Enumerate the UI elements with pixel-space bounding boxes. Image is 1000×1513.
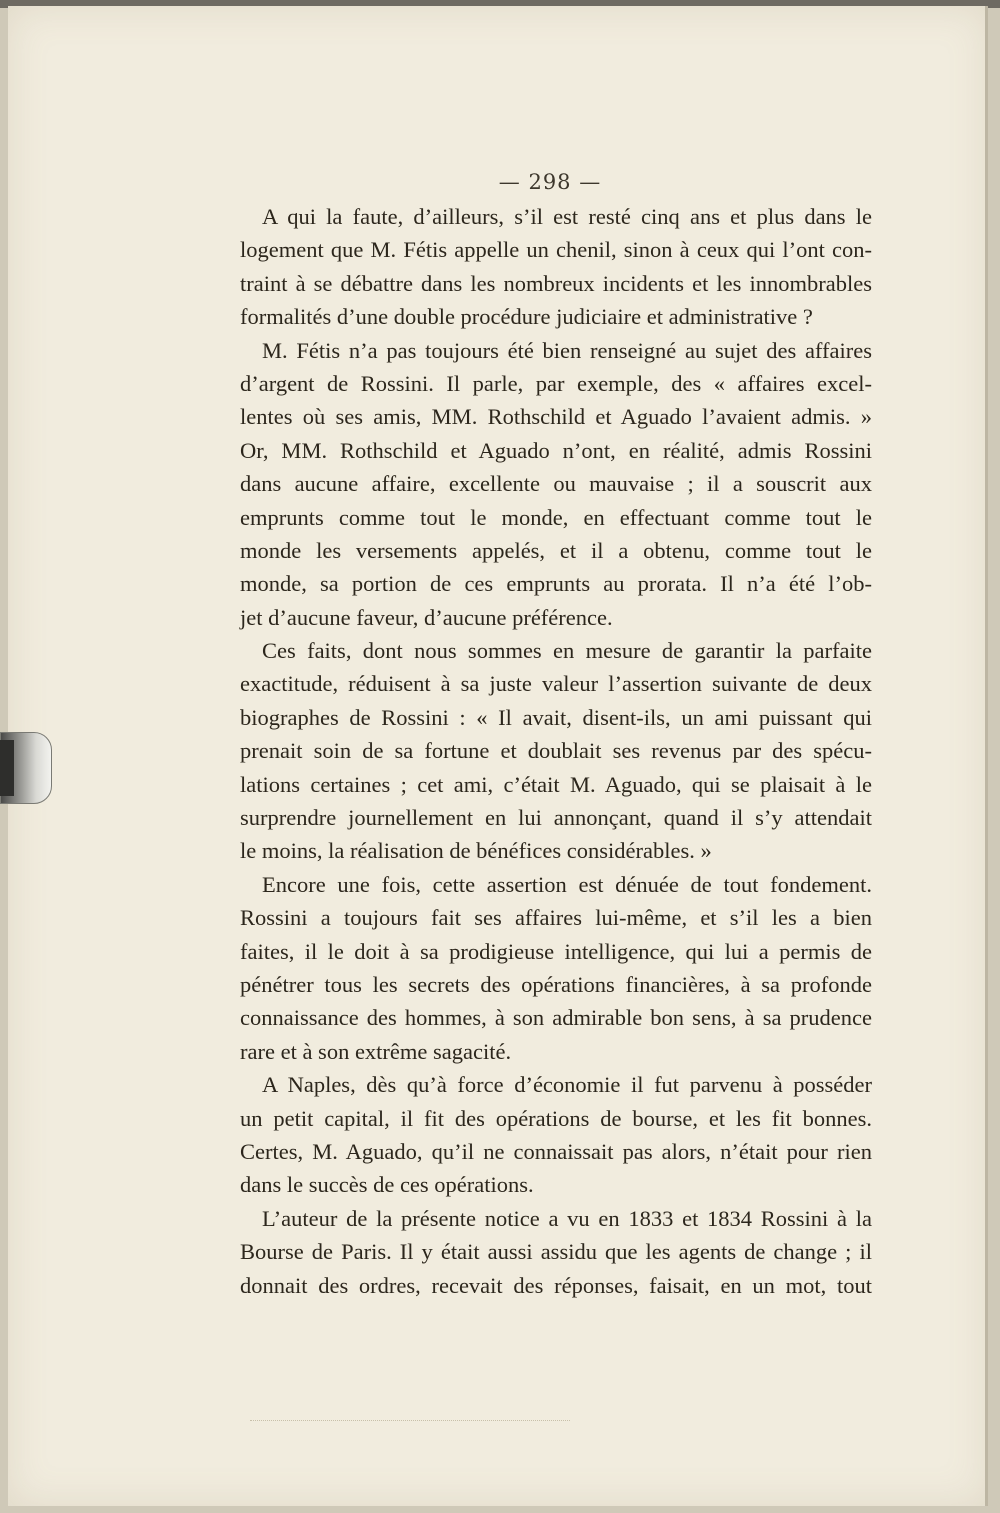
text-line: formalités d’une double procédure judiciaire et administrative ? bbox=[240, 304, 813, 330]
text-line: jet d’aucune faveur, d’aucune préférence. bbox=[240, 604, 613, 630]
text-line: donnait des ordres, recevait des réponses, faisait, en un mot, tout bbox=[240, 1272, 872, 1298]
text-line: Certes, M. Aguado, qu’il ne connaissait pas alors, n’était pour rien bbox=[240, 1138, 872, 1164]
text-line: Rossini a toujours fait ses affaires lui-même, et s’il les a bien bbox=[240, 905, 872, 931]
text-line: emprunts comme tout le monde, en effectuant comme tout le bbox=[240, 504, 872, 530]
page-edge bbox=[985, 6, 988, 1506]
text-line: M. Fétis n’a pas toujours été bien renseigné au sujet des affaires bbox=[262, 337, 872, 363]
text-line: surprendre journellement en lui annonçant, quand il s’y attendait bbox=[240, 805, 872, 831]
text-line: Bourse de Paris. Il y était aussi assidu que les agents de change ; il bbox=[240, 1239, 872, 1265]
body-text bbox=[240, 200, 872, 1302]
text-line: dans aucune affaire, excellente ou mauvaise ; il a souscrit aux bbox=[240, 471, 872, 497]
text-line: traint à se débattre dans les nombreux incidents et les innombrables bbox=[240, 270, 872, 296]
text-line: A Naples, dès qu’à force d’économie il fut parvenu à posséder bbox=[262, 1072, 872, 1098]
text-line: lentes où ses amis, MM. Rothschild et Aguado l’avaient admis. » bbox=[240, 404, 872, 430]
text-line: d’argent de Rossini. Il parle, par exemple, des « affaires excel- bbox=[240, 370, 872, 396]
text-line: A qui la faute, d’ailleurs, s’il est resté cinq ans et plus dans le bbox=[262, 204, 872, 229]
page-stain bbox=[250, 1420, 570, 1423]
text-line: prenait soin de sa fortune et doublait ses revenus par des spécu- bbox=[240, 738, 872, 764]
text-line: un petit capital, il fit des opérations de bourse, et les fit bonnes. bbox=[240, 1105, 872, 1131]
text-line: connaissance des hommes, à son admirable bon sens, à sa prudence bbox=[240, 1005, 872, 1031]
text-line: rare et à son extrême sagacité. bbox=[240, 1038, 512, 1064]
text-line: le moins, la réalisation de bénéfices considérables. » bbox=[240, 838, 712, 864]
text-line: exactitude, réduisent à sa juste valeur l’assertion suivante de deux bbox=[240, 671, 872, 697]
text-line: lations certaines ; cet ami, c’était M. Aguado, qui se plaisait à le bbox=[240, 771, 872, 797]
text-line: Ces faits, dont nous sommes en mesure de garantir la parfaite bbox=[262, 638, 872, 664]
text-line: L’auteur de la présente notice a vu en 1833 et 1834 Rossini à la bbox=[262, 1205, 872, 1231]
text-line: Or, MM. Rothschild et Aguado n’ont, en réalité, admis Rossini bbox=[240, 437, 872, 463]
text-line: monde, sa portion de ces emprunts au prorata. Il n’a été l’ob- bbox=[240, 571, 872, 597]
page-number: — 298 — bbox=[498, 170, 602, 194]
text-line: dans le succès de ces opérations. bbox=[240, 1172, 534, 1198]
text-line: biographes de Rossini : « Il avait, disent-ils, un ami puissant qui bbox=[240, 704, 872, 730]
text-line: monde les versements appelés, et il a obtenu, comme tout le bbox=[240, 537, 872, 563]
text-line: logement que M. Fétis appelle un chenil, sinon à ceux qui l’ont con- bbox=[240, 237, 872, 263]
page-tab-clip bbox=[0, 740, 14, 796]
text-line: faites, il le doit à sa prodigieuse intelligence, qui lui a permis de bbox=[240, 938, 872, 964]
text-line: Encore une fois, cette assertion est dénuée de tout fondement. bbox=[262, 871, 872, 897]
text-line: pénétrer tous les secrets des opérations financières, à sa profonde bbox=[240, 971, 872, 997]
